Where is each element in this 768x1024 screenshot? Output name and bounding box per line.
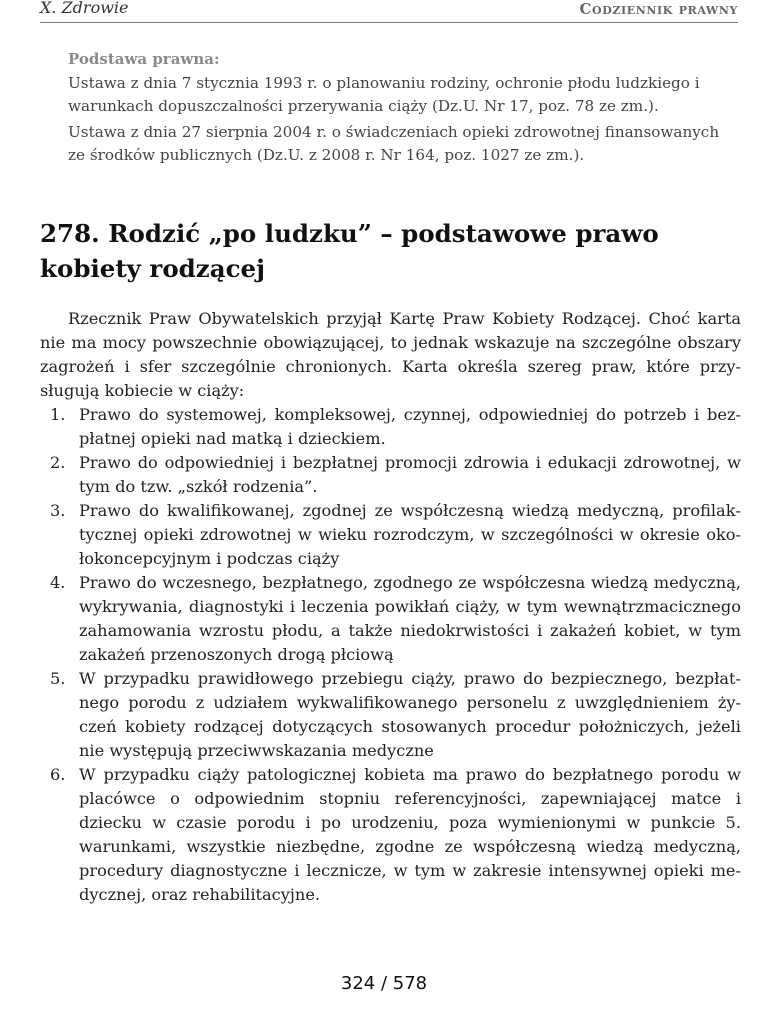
list-item: [40, 763, 741, 907]
list-item-text: Prawo do odpowiedniej i bezpłatnej promocji zdrowia i edukacji zdrowotnej, w tym do tzw. „szkół rodzenia”.: [79, 453, 741, 496]
list-item: [40, 499, 741, 571]
list-item-text: W przypadku prawidłowego przebiegu ciąży, prawo do bezpiecznego, bezpłatnego porodu z udziałem wykwalifikowanego personelu z uwzględnieniem życzeń kobiety rodzącej dotyczących stosowanych procedur położniczych, jeżeli nie występują przeciwwskazania medyczne: [79, 669, 741, 760]
list-number: 3.: [50, 501, 66, 520]
list-number: 1.: [50, 405, 66, 424]
list-item: [40, 571, 741, 667]
list-item-text: Prawo do kwalifikowanej, zgodnej ze współczesną wiedzą medyczną, profilaktycznej opieki zdrowotnej w wieku rozrodczym, w szczególności w okresie okołokoncepcyjnym i podczas ciąży: [79, 501, 741, 568]
list-item: [40, 667, 741, 763]
list-item-text: Prawo do systemowej, kompleksowej, czynnej, odpowiedniej do potrzeb i bezpłatnej opieki nad matką i dzieckiem.: [79, 405, 741, 448]
list-number: 6.: [50, 765, 66, 784]
list-item: [40, 403, 741, 451]
list-item-text: Prawo do wczesnego, bezpłatnego, zgodnego ze współczesna wiedzą medyczną, wykrywania, diagnostyki i leczenia powikłań ciąży, w tym wewnątrzmacicznego zahamowania wzrostu płodu, a także niedokrwistości i zakażeń kobiet, w tym zakażeń przenoszonych drogą płciową: [79, 573, 741, 664]
legal-basis: [68, 48, 740, 170]
list-number: 2.: [50, 453, 66, 472]
section-title: 278. Rodzić „po ludzku” – podstawowe prawo kobiety rodzącej: [40, 219, 659, 283]
rights-list: [40, 403, 741, 907]
list-number: 4.: [50, 573, 66, 592]
book-title: Codziennik prawny: [579, 0, 738, 18]
chapter-name: X. Zdrowie: [40, 0, 129, 17]
legal-basis-item-2: Ustawa z dnia 27 sierpnia 2004 r. o świadczeniach opieki zdrowotnej finansowanych ze środków publicznych (Dz.U. z 2008 r. Nr 164, poz. 1027 ze zm.).: [68, 123, 720, 164]
page-indicator: 324 / 578: [340, 973, 428, 994]
list-item: [40, 451, 741, 499]
legal-basis-item-1: Ustawa z dnia 7 stycznia 1993 r. o planowaniu rodziny, ochronie płodu ludzkiego i warunkach dopuszczalności przerywania ciąży (Dz.U. Nr 17, poz. 78 ze zm.).: [68, 74, 700, 115]
section-body: [40, 307, 741, 907]
intro-paragraph: Rzecznik Praw Obywatelskich przyjął Kartę Praw Kobiety Rodzącej. Choć karta nie ma mocy powszechnie obowiązującej, to jednak wskazuje na szczególne obszary zagrożeń i sfer szczególnie chronionych. Karta określa szereg praw, które przysługują kobiecie w ciąży:: [40, 309, 741, 400]
running-head: [40, 0, 738, 23]
list-item-text: W przypadku ciąży patologicznej kobieta ma prawo do bezpłatnego porodu w placówce o odpowiednim stopniu referencyjności, zapewniającej matce i dziecku w czasie porodu i po urodzeniu, poza wymienionymi w punkcie 5. warunkami, wszystkie niezbędne, zgodne ze współczesną wiedzą medyczną, procedury diagnostyczne i lecznicze, w tym w zakresie intensywnej opieki medycznej, oraz rehabilitacyjne.: [79, 765, 741, 904]
list-number: 5.: [50, 669, 66, 688]
legal-basis-heading: Podstawa prawna:: [68, 50, 220, 68]
